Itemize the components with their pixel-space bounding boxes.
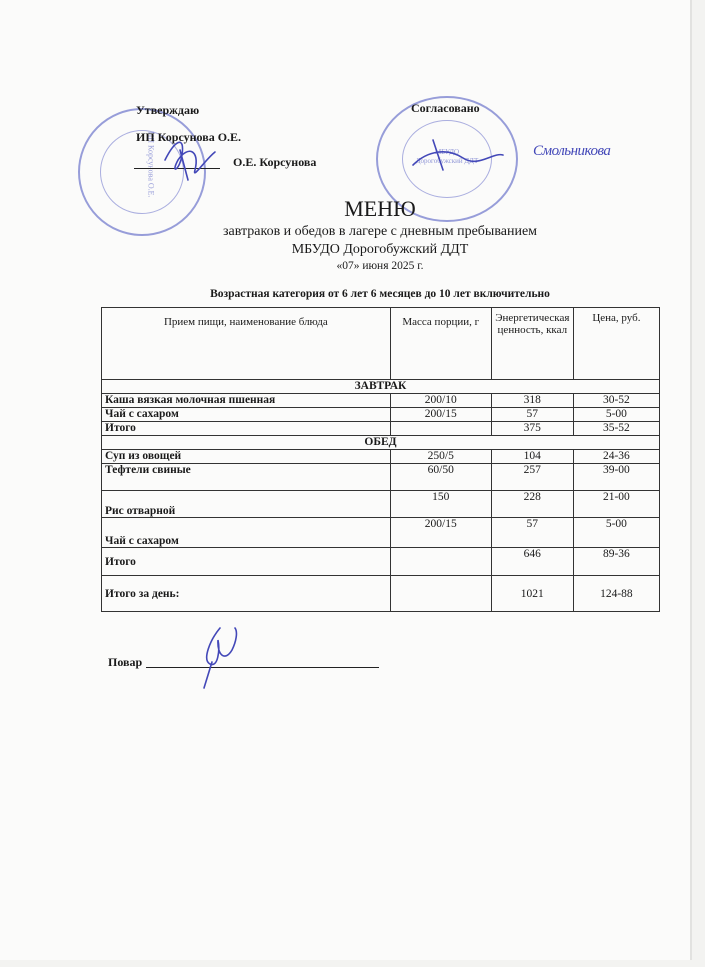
dish-price: 24-36 — [573, 450, 659, 464]
subtotal-price: 89-36 — [573, 548, 659, 576]
table-row — [102, 464, 660, 491]
dish-energy: 228 — [491, 491, 573, 518]
dish-name: Каша вязкая молочная пшенная — [102, 394, 391, 408]
table-row — [102, 518, 660, 548]
subtotal-energy: 375 — [491, 422, 573, 436]
section-title-breakfast: ЗАВТРАК — [102, 380, 660, 394]
left-stamp-text: ИП Корсунова О.Е. — [146, 131, 156, 198]
section-row-lunch — [102, 436, 660, 450]
agreed-label: Согласовано — [411, 101, 480, 115]
dish-energy: 257 — [491, 464, 573, 491]
menu-subtitle-line2: МБУДО Дорогобужский ДДТ — [291, 242, 469, 257]
approve-label: Утверждаю — [136, 103, 200, 117]
dish-mass: 200/10 — [390, 394, 491, 408]
dish-energy: 104 — [491, 450, 573, 464]
approver-org: ИП Корсунова О.Е. — [136, 130, 242, 144]
dish-name: Чай с сахаром — [102, 518, 391, 548]
table-row — [102, 491, 660, 518]
menu-subtitle-line1: завтраков и обедов в лагере с дневным пребыванием — [222, 224, 538, 239]
table-row-subtotal — [102, 422, 660, 436]
dish-energy: 57 — [491, 408, 573, 422]
agreed-sig-name: Смольникова — [533, 143, 611, 159]
dish-price: 30-52 — [573, 394, 659, 408]
menu-title: МЕНЮ — [344, 196, 416, 221]
dish-energy: 318 — [491, 394, 573, 408]
dish-name: Суп из овощей — [102, 450, 391, 464]
day-total-energy: 1021 — [491, 576, 573, 612]
dish-mass: 250/5 — [390, 450, 491, 464]
day-total-price: 124-88 — [573, 576, 659, 612]
subtotal-label: Итого — [102, 548, 391, 576]
dish-mass: 200/15 — [390, 408, 491, 422]
col-header-mass: Масса порции, г — [390, 308, 491, 380]
dish-energy: 57 — [491, 518, 573, 548]
cook-signature-line — [146, 667, 379, 668]
table-row — [102, 408, 660, 422]
dish-mass: 60/50 — [390, 464, 491, 491]
dish-mass: 150 — [390, 491, 491, 518]
cook-signature — [190, 620, 250, 692]
right-stamp-text: МБУДО Дорогобужский ДДТ — [415, 148, 479, 165]
table-row — [102, 394, 660, 408]
dish-price: 5-00 — [573, 518, 659, 548]
dish-price: 21-00 — [573, 491, 659, 518]
subtotal-energy: 646 — [491, 548, 573, 576]
section-row-breakfast — [102, 380, 660, 394]
col-header-price: Цена, руб. — [573, 308, 659, 380]
menu-date: «07» июня 2025 г. — [336, 260, 424, 272]
subtotal-mass — [390, 548, 491, 576]
table-row — [102, 450, 660, 464]
subtotal-price: 35-52 — [573, 422, 659, 436]
table-header-row — [102, 308, 660, 380]
col-header-energy: Энергетическая ценность, ккал — [491, 308, 573, 380]
day-total-mass — [390, 576, 491, 612]
age-category: Возрастная категория от 6 лет 6 месяцев до 10 лет включительно — [210, 288, 550, 300]
approver-sig-name: О.Е. Корсунова — [233, 155, 317, 169]
cook-label: Повар — [108, 655, 143, 669]
table-row-subtotal — [102, 548, 660, 576]
section-title-lunch: ОБЕД — [102, 436, 660, 450]
approver-signature — [160, 130, 230, 190]
dish-name: Чай с сахаром — [102, 408, 391, 422]
subtotal-mass — [390, 422, 491, 436]
dish-price: 39-00 — [573, 464, 659, 491]
col-header-name: Прием пищи, наименование блюда — [102, 308, 391, 380]
dish-mass: 200/15 — [390, 518, 491, 548]
dish-price: 5-00 — [573, 408, 659, 422]
day-total-label: Итого за день: — [102, 576, 391, 612]
menu-table — [101, 307, 660, 612]
dish-name: Тефтели свиные — [102, 464, 391, 491]
dish-name: Рис отварной — [102, 491, 391, 518]
subtotal-label: Итого — [102, 422, 391, 436]
table-row-day-total — [102, 576, 660, 612]
